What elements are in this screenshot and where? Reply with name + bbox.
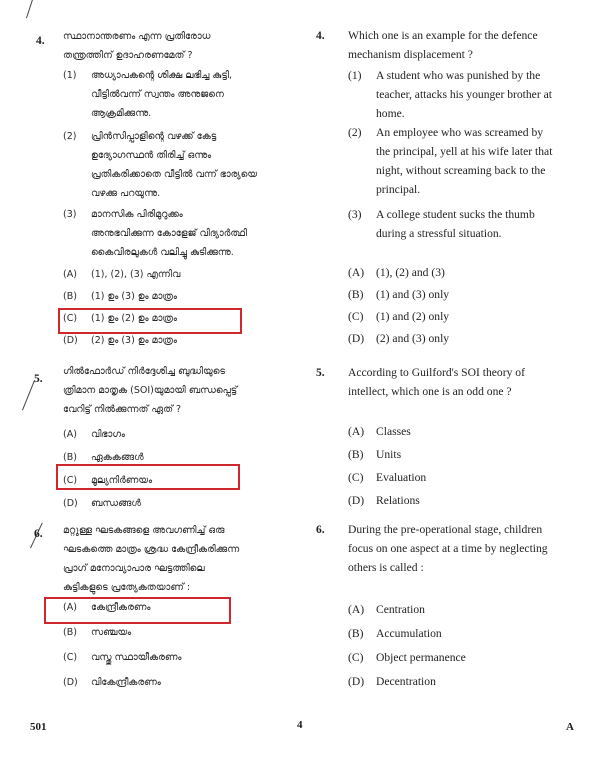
- stem-line: ഗിൽഫോർഡ് നിർദ്ദേശിച്ച ബുദ്ധിയുടെ: [63, 366, 226, 377]
- option-label: (C): [348, 310, 364, 323]
- option-text: (2) ഉം (3) ഉം മാത്രം: [91, 335, 177, 346]
- stem-line: others is called :: [348, 561, 424, 574]
- answer-highlight-box: [58, 308, 242, 334]
- page-number: 4: [297, 719, 303, 731]
- option-text: (1) and (3) only: [376, 288, 450, 301]
- question-number: 6.: [316, 524, 325, 536]
- option-label: (C): [348, 651, 364, 664]
- option-text: (1) ഉം (3) ഉം മാത്രം: [91, 291, 177, 302]
- statement-label: (3): [348, 208, 362, 221]
- question-stem: [63, 362, 295, 419]
- question-number: 6.: [34, 528, 43, 540]
- stem-line: ത്രിമാന മാതൃക (SOI)യുമായി ബന്ധപ്പെട്ട്: [63, 385, 238, 396]
- statement-line: മാനസിക പിരിമുറുക്കം: [91, 209, 183, 220]
- statement-item: [63, 66, 295, 123]
- stem-line: focus on one aspect at a time by neglecting: [348, 542, 548, 555]
- option-d[interactable]: [348, 491, 586, 514]
- option-b[interactable]: [63, 287, 295, 309]
- stem-line: കുട്ടികളുടെ പ്രത്യേകതയാണ് :: [63, 582, 191, 593]
- option-b[interactable]: [348, 624, 586, 648]
- option-d[interactable]: [63, 673, 295, 698]
- statement-line: during a stressful situation.: [376, 227, 502, 240]
- statement-item: [63, 205, 295, 262]
- pen-mark: [22, 380, 35, 410]
- statement-line: home.: [376, 107, 405, 120]
- question-stem: [63, 27, 295, 65]
- option-label: (A): [348, 425, 365, 438]
- answer-highlight-box: [56, 464, 240, 490]
- series-code: A: [566, 721, 574, 733]
- statement-label: (3): [63, 209, 77, 220]
- stem-line: സ്ഥാനാന്തരണം എന്ന പ്രതിരോധ: [63, 31, 211, 42]
- option-list: [348, 600, 586, 696]
- option-text: Object permanence: [376, 651, 466, 664]
- statement-item: [348, 205, 586, 243]
- statement-label: (2): [63, 131, 77, 142]
- option-text: (1) ഉം (2) ഉം മാത്രം: [91, 313, 177, 324]
- option-list: [348, 422, 586, 514]
- question-number: 5.: [316, 367, 325, 379]
- option-c[interactable]: [348, 468, 586, 491]
- option-text: (2) and (3) only: [376, 332, 450, 345]
- stem-line: mechanism displacement ?: [348, 48, 473, 61]
- option-label: (B): [63, 452, 77, 463]
- option-label: (D): [63, 498, 78, 509]
- option-label: (D): [348, 332, 365, 345]
- option-d[interactable]: [63, 494, 295, 517]
- option-label: (D): [63, 677, 78, 688]
- option-list: [348, 263, 586, 351]
- stem-line: ഘടകത്തെ മാത്രം ശ്രദ്ധ കേന്ദ്രീകരിക്കുന്ന: [63, 544, 240, 555]
- statement-line: the principal, yell at his wife later that: [376, 145, 553, 158]
- option-text: ബന്ധങ്ങൾ: [91, 498, 141, 509]
- option-text: Decentration: [376, 675, 436, 688]
- statement-line: teacher, attacks his younger brother at: [376, 88, 552, 101]
- stem-line: തന്ത്രത്തിന് ഉദാഹരണമേത് ?: [63, 50, 193, 61]
- option-label: (C): [63, 652, 78, 663]
- stem-line: According to Guilford's SOI theory of: [348, 366, 525, 379]
- stem-line: പ്രാഗ് മനോവ്യാപാര ഘട്ടത്തിലെ: [63, 563, 205, 574]
- statement-item: [348, 123, 586, 199]
- option-b[interactable]: [348, 285, 586, 307]
- option-d[interactable]: [63, 331, 295, 353]
- question-number: 4.: [36, 35, 45, 47]
- option-text: Relations: [376, 494, 420, 507]
- option-a[interactable]: [348, 263, 586, 285]
- paper-code: 501: [30, 721, 47, 733]
- option-label: (A): [348, 603, 365, 616]
- option-label: (B): [63, 627, 77, 638]
- option-label: (C): [63, 313, 78, 324]
- stem-line: During the pre-operational stage, children: [348, 523, 543, 536]
- option-c[interactable]: [348, 307, 586, 329]
- option-text: വസ്തു സ്ഥായീകരണം: [91, 652, 182, 663]
- statement-line: പ്രതികരിക്കാതെ വീട്ടിൽ വന്ന് ഭാര്യയെ: [91, 169, 258, 180]
- statement-line: A student who was punished by the: [376, 69, 541, 82]
- stem-line: intellect, which one is an odd one ?: [348, 385, 512, 398]
- answer-highlight-box: [44, 597, 231, 624]
- option-a[interactable]: [63, 425, 295, 448]
- question-number: 4.: [316, 30, 325, 42]
- option-b[interactable]: [348, 445, 586, 468]
- statement-item: [63, 127, 295, 203]
- option-text: ഏകകങ്ങൾ: [91, 452, 144, 463]
- option-text: Units: [376, 448, 402, 461]
- statement-line: principal.: [376, 183, 421, 196]
- stem-line: വേറിട്ട് നിൽക്കുന്നത് ഏത് ?: [63, 404, 182, 415]
- statement-line: വഴക്കു പറയുന്നു.: [91, 188, 161, 199]
- option-d[interactable]: [348, 672, 586, 696]
- question-stem: [348, 363, 586, 401]
- pen-mark: [26, 0, 38, 18]
- option-label: (A): [63, 429, 77, 440]
- statement-line: കൈവിരലുകൾ വലിച്ചു കുടിക്കുന്നു.: [91, 247, 234, 258]
- option-text: (1), (2), (3) എന്നിവ: [91, 269, 181, 280]
- option-label: (B): [63, 291, 77, 302]
- option-a[interactable]: [348, 422, 586, 445]
- statement-line: night, without screaming back to the: [376, 164, 546, 177]
- statement-label: (2): [348, 126, 362, 139]
- option-label: (A): [63, 602, 77, 613]
- option-a[interactable]: [63, 265, 295, 287]
- statement-line: An employee who was screamed by: [376, 126, 544, 139]
- option-label: (A): [63, 269, 77, 280]
- statement-label: (1): [63, 70, 77, 81]
- question-stem: [348, 26, 586, 64]
- question-stem: [63, 521, 295, 597]
- option-c[interactable]: [63, 648, 295, 673]
- option-b[interactable]: [63, 623, 295, 648]
- stem-line: Which one is an example for the defence: [348, 29, 538, 42]
- option-label: (D): [63, 335, 78, 346]
- option-text: (1) and (2) only: [376, 310, 450, 323]
- option-label: (B): [348, 627, 364, 640]
- option-text: വികേന്ദ്രീകരണം: [91, 677, 161, 688]
- question-number: 5.: [34, 373, 43, 385]
- statement-line: അനുഭവിക്കുന്ന കോളേജ് വിദ്യാർത്ഥി: [91, 228, 247, 239]
- statement-line: A college student sucks the thumb: [376, 208, 535, 221]
- statement-line: ആക്രമിക്കുന്നു.: [91, 108, 152, 119]
- option-text: മൂല്യനിർണയം: [91, 475, 153, 486]
- option-text: വിഭാഗം: [91, 429, 125, 440]
- question-stem: [348, 520, 588, 577]
- option-c[interactable]: [348, 648, 586, 672]
- option-label: (C): [348, 471, 364, 484]
- statement-line: അധ്യാപകന്റെ ശിക്ഷ ലഭിച്ച കുട്ടി,: [91, 70, 232, 81]
- option-label: (B): [348, 288, 364, 301]
- option-text: Evaluation: [376, 471, 427, 484]
- option-text: കേന്ദ്രീകരണം: [91, 602, 151, 613]
- statement-line: ഉദ്യോഗസ്ഥൻ തിരിച്ച് ഒന്നും: [91, 150, 212, 161]
- option-label: (A): [348, 266, 365, 279]
- option-text: സഞ്ചയം: [91, 627, 132, 638]
- option-label: (B): [348, 448, 364, 461]
- option-text: Centration: [376, 603, 425, 616]
- statement-item: [348, 66, 586, 123]
- stem-line: മറ്റുള്ള ഘടകങ്ങളെ അവഗണിച്ച് ഒരു: [63, 525, 225, 536]
- option-a[interactable]: [348, 600, 586, 624]
- statement-line: വീട്ടിൽവന്ന് സ്വന്തം അനുജനെ: [91, 89, 224, 100]
- option-text: Classes: [376, 425, 411, 438]
- statement-line: പ്രിൻസിപ്പാളിന്റെ വഴക്ക് കേട്ട: [91, 131, 217, 142]
- option-label: (C): [63, 475, 78, 486]
- statement-label: (1): [348, 69, 362, 82]
- option-label: (D): [348, 494, 365, 507]
- option-text: (1), (2) and (3): [376, 266, 445, 279]
- option-label: (D): [348, 675, 365, 688]
- option-text: Accumulation: [376, 627, 442, 640]
- option-d[interactable]: [348, 329, 586, 351]
